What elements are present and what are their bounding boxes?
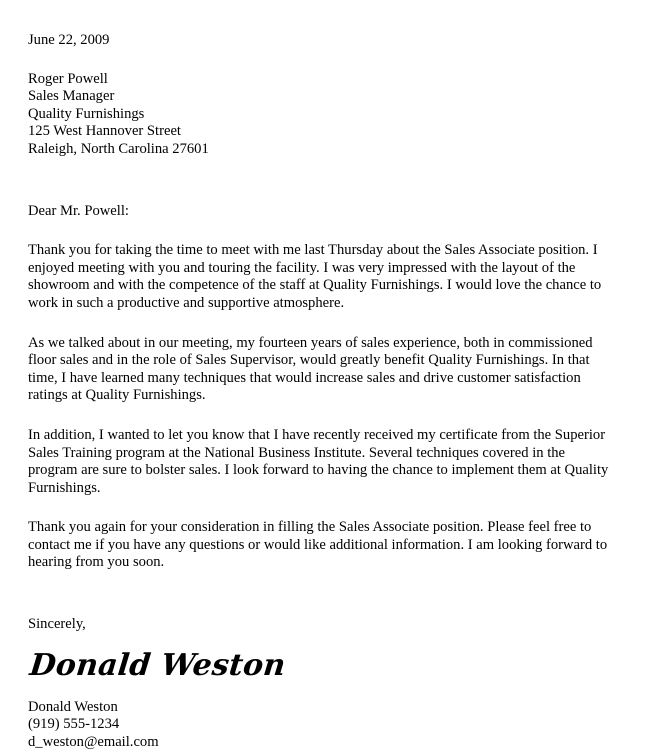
recipient-address-block	[28, 50, 612, 159]
body-paragraph-4: Thank you again for your consideration in filling the Sales Associate position. Please feel free to contact me if you have any questions or would like additional information. I am looking forward to hearing from you soon.	[28, 519, 608, 571]
recipient-company: Quality Furnishings	[28, 105, 145, 122]
signer-contact-block	[28, 683, 612, 751]
recipient-name: Roger Powell	[28, 70, 108, 87]
letter-date: June 22, 2009	[28, 32, 110, 48]
letter-body	[28, 30, 612, 751]
signer-email: d_weston@email.com	[28, 733, 159, 750]
handwritten-signature: Donald Weston	[28, 647, 288, 683]
signer-phone: (919) 555-1234	[28, 716, 120, 733]
valediction: Sincerely,	[28, 616, 86, 633]
salutation: Dear Mr. Powell:	[28, 202, 129, 219]
body-paragraph-2: As we talked about in our meeting, my fourteen years of sales experience, both in commissioned floor sales and in the role of Sales Supervisor, would greatly benefit Quality Furnishings. In that time, I have learned many techniques that would increase sales and drive customer satisfaction ratings at Quality Furnishings.	[28, 334, 593, 404]
body-paragraph-3: In addition, I wanted to let you know that I have recently received my certificate from the Superior Sales Training program at the National Business Institute. Several techniques covered in the program are sure to bolster sales. I look forward to having the chance to implement them at Quality Furnishings.	[28, 426, 609, 496]
recipient-title: Sales Manager	[28, 88, 115, 105]
signer-name: Donald Weston	[28, 698, 118, 715]
recipient-street: 125 West Hannover Street	[28, 123, 181, 140]
body-paragraph-1: Thank you for taking the time to meet with me last Thursday about the Sales Associate position. I enjoyed meeting with you and touring the facility. I was very impressed with the layout of the showroom and with the competence of the staff at Quality Furnishings. I would love the chance to work in such a productive and supportive atmosphere.	[28, 242, 602, 311]
recipient-city-state-zip: Raleigh, North Carolina 27601	[28, 140, 209, 157]
